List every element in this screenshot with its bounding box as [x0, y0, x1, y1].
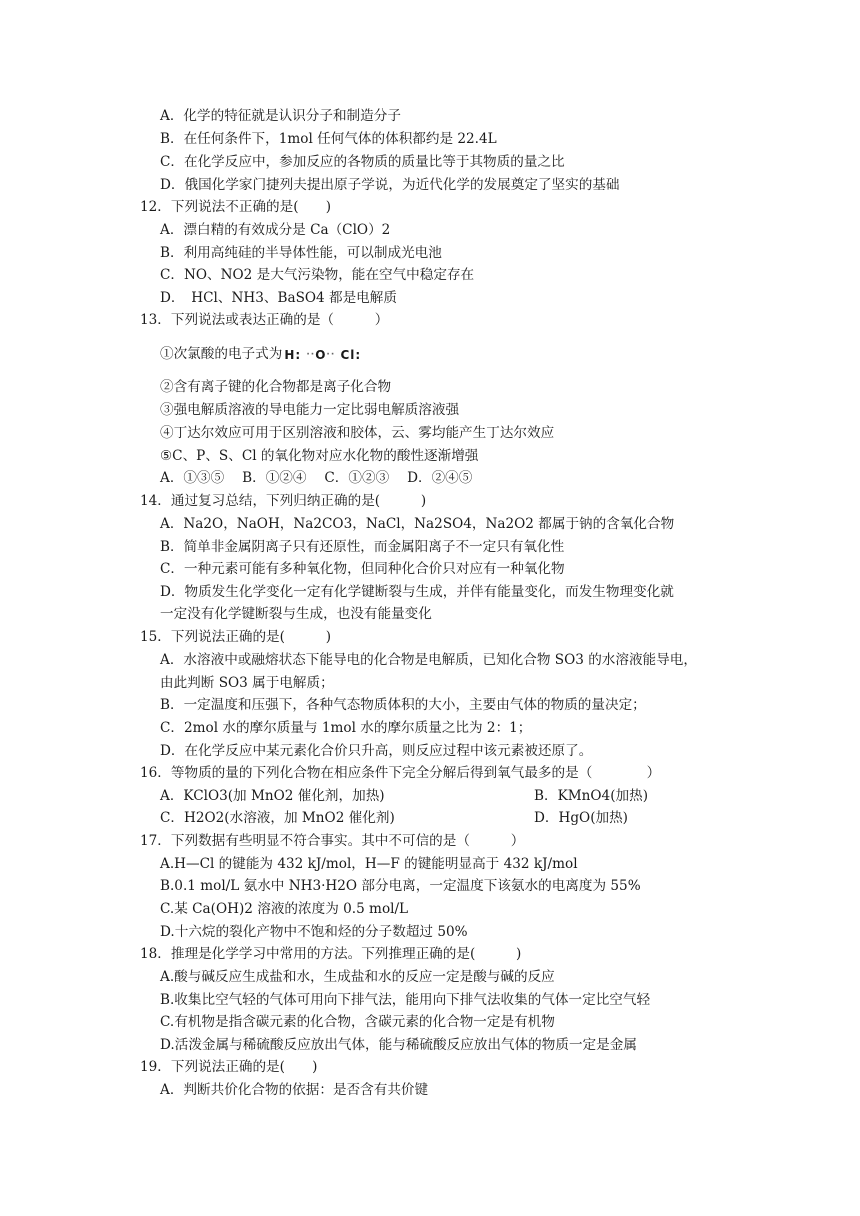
q17-stem: 17．下列数据有些明显不符合事实。其中不可信的是（ ）: [140, 833, 525, 849]
q12-option-a: A．漂白精的有效成分是 Ca（ClO）2: [160, 222, 391, 238]
q18-option-d: D.活泼金属与稀硫酸反应放出气体，能与稀硫酸反应放出气体的物质一定是金属: [160, 1037, 637, 1053]
q11-option-a: A．化学的特征就是认识分子和制造分子: [160, 108, 401, 124]
q14-option-a: A．Na2O，NaOH，Na2CO3，NaCl，Na2SO4，Na2O2 都属于钠的含氧化合物: [160, 516, 675, 532]
q12-option-b: B．利用高纯硅的半导体性能，可以制成光电池: [160, 245, 442, 261]
formula-cl: Cl:: [340, 347, 362, 362]
q12-stem: 12．下列说法不正确的是( ): [140, 199, 332, 215]
q16-option-c: C．H2O2(水溶液，加 MnO2 催化剂): [160, 810, 395, 826]
q15-option-a-line1: A．水溶液中或融熔状态下能导电的化合物是电解质，已知化合物 SO3 的水溶液能导电，: [160, 652, 697, 668]
q14-option-d-line2: 一定没有化学键断裂与生成，也没有能量变化: [160, 606, 432, 622]
q16-stem: 16．等物质的量的下列化合物在相应条件下完全分解后得到氧气最多的是（ ）: [140, 765, 661, 781]
q13-statement-4: ④丁达尔效应可用于区别溶液和胶体，云、雾均能产生丁达尔效应: [160, 425, 555, 441]
q14-option-d-line1: D．物质发生化学变化一定有化学键断裂与生成，并伴有能量变化，而发生物理变化就: [160, 584, 674, 600]
q14-option-b: B．简单非金属阴离子只有还原性，而金属阳离子不一定只有氧化性: [160, 539, 565, 555]
q13-statement-5: ⑤C、P、S、Cl 的氧化物对应水化物的酸性逐渐增强: [160, 448, 479, 464]
q17-option-b: B.0.1 mol/L 氨水中 NH3·H2O 部分电离，一定温度下该氨水的电离度为 55%: [160, 878, 641, 894]
q18-option-a: A.酸与碱反应生成盐和水，生成盐和水的反应一定是酸与碱的反应: [160, 969, 555, 985]
q14-option-c: C．一种元素可能有多种氧化物，但同种化合价只对应有一种氧化物: [160, 561, 565, 577]
q11-option-b: B．在任何条件下，1mol 任何气体的体积都约是 22.4L: [160, 131, 497, 147]
q12-option-c: C．NO、NO2 是大气污染物，能在空气中稳定存在: [160, 267, 475, 283]
q19-stem: 19．下列说法正确的是( ): [140, 1059, 318, 1075]
q17-option-c: C.某 Ca(OH)2 溶液的浓度为 0.5 mol/L: [160, 901, 409, 917]
q19-option-a: A．判断共价化合物的依据：是否含有共价键: [160, 1082, 429, 1098]
q18-option-b: B.收集比空气轻的气体可用向下排气法，能用向下排气法收集的气体一定比空气轻: [160, 992, 651, 1008]
q13-options: A．①③⑤ B．①②④ C．①②③ D．②④⑤: [160, 470, 473, 486]
q18-stem: 18．推理是化学学习中常用的方法。下列推理正确的是( ): [140, 946, 522, 962]
formula-h: H:: [284, 347, 302, 362]
q15-stem: 15．下列说法正确的是( ): [140, 629, 332, 645]
q12-option-d: D． HCl、NH3、BaSO4 都是电解质: [160, 290, 397, 306]
q15-option-b: B．一定温度和压强下，各种气态物质体积的大小，主要由气体的物质的量决定；: [160, 697, 646, 713]
q13-statement-2: ②含有离子键的化合物都是离子化合物: [160, 379, 392, 395]
q13-statement-1: [160, 343, 361, 366]
q13-statement-3: ③强电解质溶液的导电能力一定比弱电解质溶液强: [160, 402, 460, 418]
electron-dots: ··: [326, 349, 336, 360]
q18-option-c: C.有机物是指含碳元素的化合物，含碳元素的化合物一定是有机物: [160, 1014, 555, 1030]
q17-option-a: A.H—Cl 的键能为 432 kJ/mol，H—F 的键能明显高于 432 kJ/mol: [160, 856, 578, 872]
q15-option-d: D．在化学反应中某元素化合价只升高，则反应过程中该元素被还原了。: [160, 743, 593, 759]
q16-option-a: A．KClO3(加 MnO2 催化剂，加热): [160, 788, 385, 804]
electron-dots: ··: [306, 349, 316, 360]
q14-stem: 14．通过复习总结，下列归纳正确的是( ): [140, 493, 427, 509]
q13-statement-1-text: ①次氯酸的电子式为: [160, 346, 283, 362]
q15-option-a-line2: 由此判断 SO3 属于电解质；: [160, 675, 334, 691]
q16-option-b: B．KMnO4(加热): [534, 788, 649, 804]
q17-option-d: D.十六烷的裂化产物中不饱和烃的分子数超过 50%: [160, 924, 468, 940]
q11-option-d: D．俄国化学家门捷列夫提出原子学说，为近代化学的发展奠定了坚实的基础: [160, 177, 620, 193]
q15-option-c: C．2mol 水的摩尔质量与 1mol 水的摩尔质量之比为 2：1；: [160, 720, 532, 736]
q13-stem: 13．下列说法或表达正确的是（ ）: [140, 312, 389, 328]
q11-option-c: C．在化学反应中，参加反应的各物质的质量比等于其物质的量之比: [160, 154, 565, 170]
hclo-electron-formula: [284, 344, 361, 366]
formula-o: O: [315, 347, 327, 362]
q16-option-d: D．HgO(加热): [534, 810, 628, 826]
